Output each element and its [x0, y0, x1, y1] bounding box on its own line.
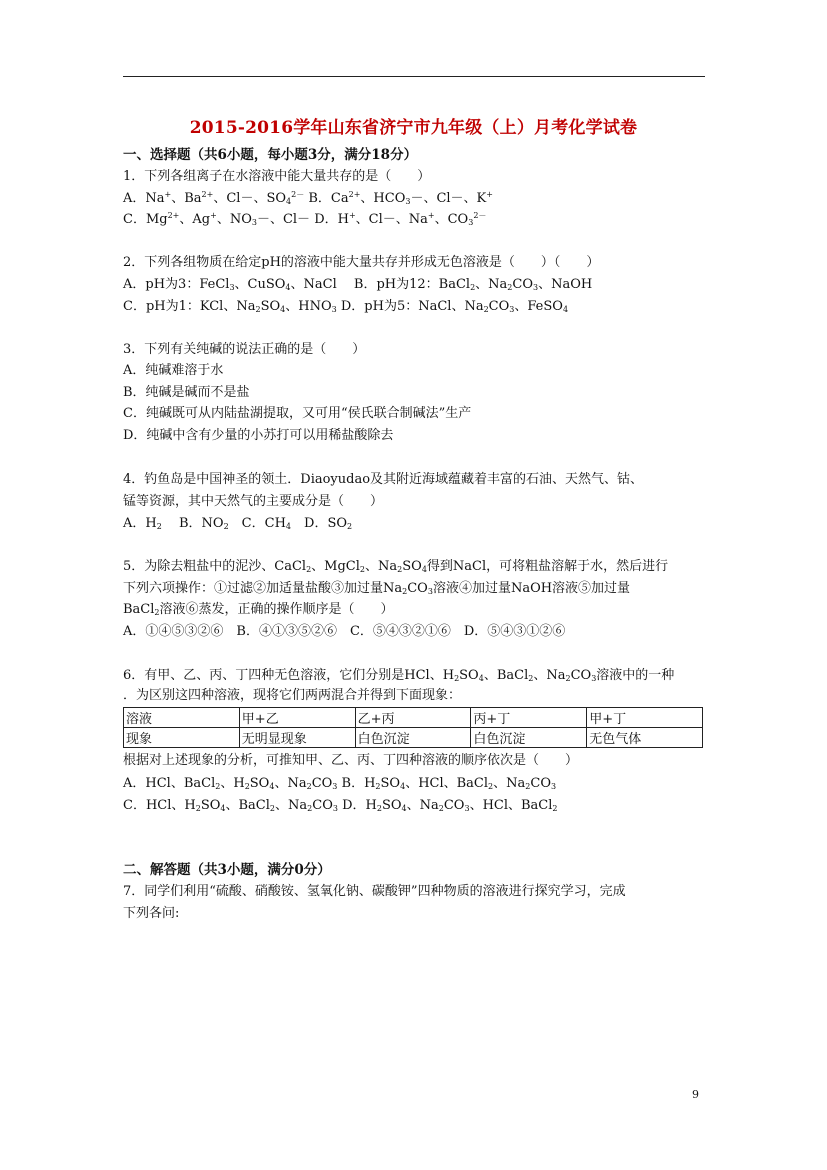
table-cell: 丙+丁 — [471, 708, 587, 728]
q1-options-ab: A．Na+、$Ba^{2+}$、Cl－、$SO_4^{2-}$ B．$Ca^{2+}$、$HCO_3-$、Cl－、K+ — [123, 190, 493, 206]
page-number: 9 — [692, 1088, 699, 1101]
table-cell: 乙+丙 — [355, 708, 471, 728]
q3-option-b: B．纯碱是碱而不是盐 — [123, 385, 250, 400]
q7-stem-line1: 7．同学们利用“硫酸、硝酸铵、氢氧化钠、碳酸钾”四种物质的溶液进行探究学习，完成 — [123, 884, 626, 899]
q5-options: A．①④⑤③②⑥ B．④①③⑤②⑥ C．⑤④③②①⑥ D．⑤④③①②⑥ — [123, 624, 566, 639]
q5-stem-line1: 5．为除去粗盐中的泥沙、CaCl$_2$、MgCl$_2$、$Na_2SO_4$得到NaCl，可将粗盐溶解于水，然后进行 — [123, 559, 669, 574]
table-cell: 白色沉淀 — [355, 728, 471, 748]
q2-options-cd: C．pH为1：KCl、$Na_2SO_4$、$HNO_3$ D．pH为5：NaCl、$Na_2CO_3$、FeSO$_4$ — [123, 299, 569, 314]
q5-stem-line3: BaCl$_2$溶液⑥蒸发，正确的操作顺序是（ ） — [123, 602, 394, 617]
table-cell: 无明显现象 — [239, 728, 355, 748]
q3-option-c: C．纯碱既可从内陆盐湖提取，又可用“侯氏联合制碱法”生产 — [123, 406, 472, 421]
q4-options: A．$H_2$ B．$NO_2$ C．$CH_4$ D．$SO_2$ — [123, 516, 353, 531]
table-cell: 白色沉淀 — [471, 728, 587, 748]
q2-stem: 2．下列各组物质在给定pH的溶液中能大量共存并形成无色溶液是（ ）（ ） — [123, 255, 600, 270]
q6-stem-line3: 根据对上述现象的分析，可推知甲、乙、丙、丁四种溶液的顺序依次是（ ） — [123, 753, 579, 768]
table-cell: 甲+乙 — [239, 708, 355, 728]
table-cell: 无色气体 — [587, 728, 703, 748]
section-heading-choice: 一、选择题（共6小题，每小题3分，满分18分） — [123, 147, 418, 163]
q3-option-d: D．纯碱中含有少量的小苏打可以用稀盐酸除去 — [123, 428, 394, 443]
table-cell: 甲+丁 — [587, 708, 703, 728]
q1-options-cd: C．$Mg^{2+}$、Ag+、$NO_3-$、Cl－ D．H+、Cl－、Na+、$CO_3^{2-}$ — [123, 211, 487, 227]
q1-stem: 1．下列各组离子在水溶液中能大量共存的是（ ） — [123, 169, 431, 184]
q4-stem-line2: 锰等资源，其中天然气的主要成分是（ ） — [123, 494, 384, 509]
table-cell: 溶液 — [124, 708, 240, 728]
q6-options-cd: C．HCl、$H_2SO_4$、BaCl$_2$、$Na_2CO_3$ D．$H_2SO_4$、$Na_2CO_3$、HCl、BaCl$_2$ — [123, 798, 558, 813]
page-title: 2015-2016学年山东省济宁市九年级（上）月考化学试卷 — [189, 118, 638, 138]
q4-stem-line1: 4．钓鱼岛是中国神圣的领土．Diaoyudao及其附近海域蕴藏着丰富的石油、天然气、钴、 — [123, 472, 644, 487]
q2-options-ab: A．pH为3：FeCl$_3$、CuSO$_4$、NaCl B．pH为12：BaCl$_2$、$Na_2CO_3$、NaOH — [123, 277, 593, 292]
header-rule — [123, 76, 705, 77]
q6-stem-line1: 6．有甲、乙、丙、丁四种无色溶液，它们分别是HCl、$H_2SO_4$、BaCl$_2$、$Na_2CO_3$溶液中的一种 — [123, 668, 675, 683]
q6-options-ab: A．HCl、BaCl$_2$、$H_2SO_4$、$Na_2CO_3$ B．$H_2SO_4$、HCl、BaCl$_2$、$Na_2CO_3$ — [123, 776, 557, 791]
table-row — [124, 728, 703, 748]
observation-table — [123, 707, 703, 748]
q7-stem-line2: 下列各问: — [123, 906, 180, 921]
q3-option-a: A．纯碱难溶于水 — [123, 363, 224, 378]
table-cell: 现象 — [124, 728, 240, 748]
section-heading-answer: 二、解答题（共3小题，满分0分） — [123, 862, 331, 878]
table-row — [124, 708, 703, 728]
q5-stem-line2: 下列六项操作：①过滤②加适量盐酸③加过量$Na_2CO_3$溶液④加过量NaOH溶液⑤加过量 — [123, 581, 631, 596]
q6-stem-line2: ．为区别这四种溶液，现将它们两两混合并得到下面现象： — [123, 688, 462, 703]
q3-stem: 3．下列有关纯碱的说法正确的是（ ） — [123, 342, 366, 357]
